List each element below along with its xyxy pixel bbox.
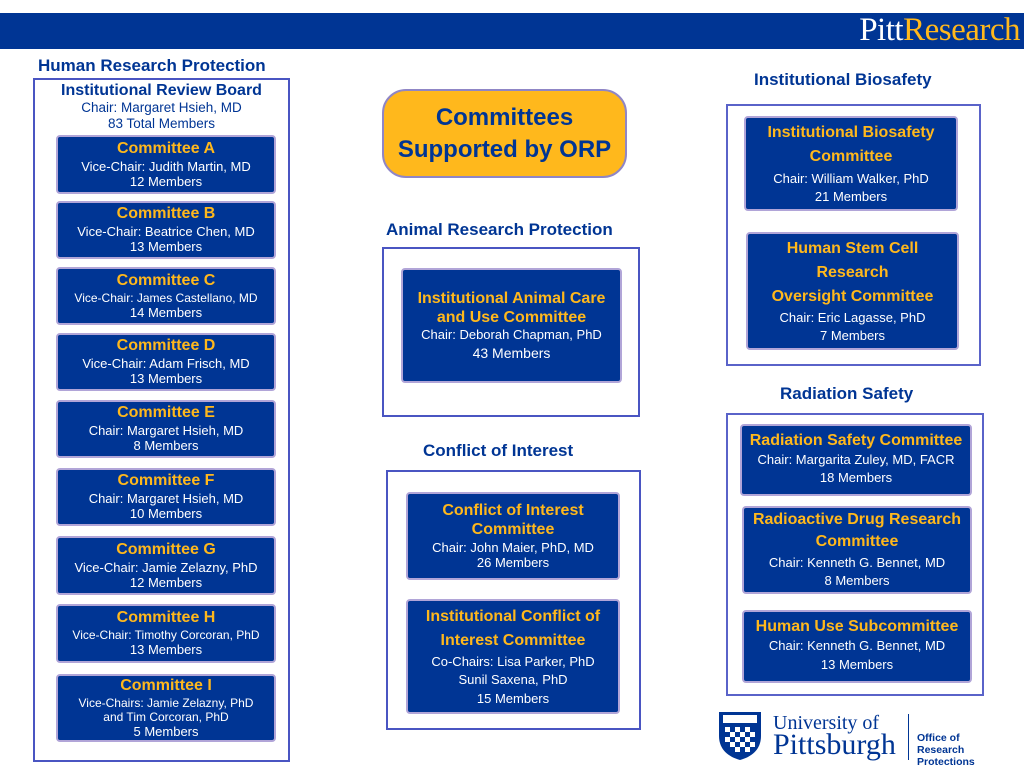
committee-members: 13 Members <box>129 239 203 255</box>
logo-divider <box>908 714 909 760</box>
committee-name: Committee G <box>116 540 216 558</box>
hus-card <box>742 610 972 683</box>
pitt-orp-logo <box>717 710 1022 768</box>
committee-name-3: Oversight Committee <box>771 287 934 305</box>
committee-members: 14 Members <box>129 304 203 320</box>
committee-chair: Vice-Chair: James Castellano, MD <box>74 290 258 305</box>
committee-name-2: and Use Committee <box>436 308 587 326</box>
committee-chair: Vice-Chair: Jamie Zelazny, PhD <box>74 559 258 575</box>
committee-members: 10 Members <box>129 506 203 522</box>
committee-name-2: Research <box>816 263 889 281</box>
committee-chair-2: and Tim Corcoran, PhD <box>103 709 229 724</box>
committee-members: 26 Members <box>476 554 550 570</box>
committee-c-card <box>56 267 276 325</box>
iacuc-card <box>401 268 622 383</box>
committee-name: Committee A <box>116 139 216 157</box>
section-title-animal: Animal Research Protection <box>386 220 613 239</box>
irb-chair: Chair: Margaret Hsieh, MD <box>81 100 242 116</box>
section-title-biosafety: Institutional Biosafety <box>754 70 932 89</box>
coi-committee-card <box>406 492 620 580</box>
icoi-committee-card <box>406 599 620 714</box>
committee-members: 21 Members <box>814 189 888 205</box>
committee-chair-2: Sunil Saxena, PhD <box>458 672 568 688</box>
committee-g-card <box>56 536 276 595</box>
page-title <box>382 89 627 178</box>
committee-chair: Chair: Margarita Zuley, MD, FACR <box>757 451 955 467</box>
section-title-radiation: Radiation Safety <box>780 384 914 403</box>
committee-chair: Vice-Chairs: Jamie Zelazny, PhD <box>78 695 254 710</box>
committee-name: Committee C <box>116 271 216 289</box>
committee-members: 7 Members <box>819 328 886 343</box>
committee-members: 18 Members <box>819 470 893 486</box>
pittsburgh-text: Pittsburgh <box>773 728 896 761</box>
committee-chair: Chair: John Maier, PhD, MD <box>432 539 594 555</box>
committee-name-2: Committee <box>471 520 555 538</box>
committee-h-card <box>56 604 276 663</box>
committee-a-card <box>56 135 276 194</box>
rsc-card <box>740 424 972 496</box>
committee-name-2: Committee <box>809 147 893 165</box>
irb-total: 83 Total Members <box>107 116 216 132</box>
hscro-card <box>746 232 959 350</box>
university-of-text: University of <box>773 712 880 734</box>
irb-title: Institutional Review Board <box>61 82 262 99</box>
committee-name-2: Interest Committee <box>440 632 586 650</box>
committee-members: 12 Members <box>129 574 203 590</box>
committee-d-card <box>56 333 276 391</box>
committee-chair: Chair: Eric Lagasse, PhD <box>779 309 926 325</box>
committee-chair: Chair: William Walker, PhD <box>773 170 929 186</box>
irb-header <box>35 81 288 133</box>
committee-name: Committee F <box>117 472 215 490</box>
pitt-shield-icon <box>717 710 763 760</box>
committee-i-card <box>56 674 276 742</box>
committee-members: 15 Members <box>476 690 550 706</box>
committee-name: Human Stem Cell <box>786 239 919 257</box>
committee-name: Institutional Animal Care <box>417 289 606 307</box>
committee-members: 8 Members <box>133 438 199 454</box>
committee-members: 43 Members <box>472 344 551 361</box>
committee-name: Institutional Biosafety <box>767 123 935 141</box>
committee-chair: Vice-Chair: Adam Frisch, MD <box>82 356 250 372</box>
committee-chair: Chair: Margaret Hsieh, MD <box>88 491 244 507</box>
section-title-coi: Conflict of Interest <box>423 441 574 460</box>
committee-name: Conflict of Interest <box>442 501 584 519</box>
committee-name: Committee H <box>116 609 216 627</box>
page-title-line2: Supported by ORP <box>397 135 612 163</box>
committee-members: 13 Members <box>129 642 203 658</box>
rdrc-card <box>742 506 972 594</box>
committee-chair: Chair: Margaret Hsieh, MD <box>88 423 244 439</box>
committee-chair: Co-Chairs: Lisa Parker, PhD <box>431 654 595 670</box>
office-line1: Office of <box>917 732 960 744</box>
committee-name-2: Committee <box>815 533 899 551</box>
page-title-line1: Committees <box>435 104 574 132</box>
ibc-card <box>744 116 958 211</box>
pitt-research-logo: PittResearch <box>859 12 1020 48</box>
committee-e-card <box>56 400 276 458</box>
committee-name: Committee E <box>117 404 215 422</box>
section-title-hrp: Human Research Protection <box>38 56 266 75</box>
committee-name: Committee I <box>120 676 212 694</box>
committee-f-card <box>56 468 276 526</box>
committee-chair: Chair: Kenneth G. Bennet, MD <box>768 554 946 570</box>
committee-chair: Chair: Deborah Chapman, PhD <box>421 327 602 343</box>
committee-name: Radioactive Drug Research <box>752 510 962 528</box>
committee-chair: Vice-Chair: Timothy Corcoran, PhD <box>72 628 260 643</box>
committee-name: Committee D <box>116 337 216 355</box>
office-line2: Research Protections <box>917 744 975 768</box>
office-text <box>917 732 1022 768</box>
committee-name: Human Use Subcommittee <box>755 618 959 636</box>
committee-chair: Chair: Kenneth G. Bennet, MD <box>768 638 946 654</box>
committee-members: 13 Members <box>820 656 894 672</box>
committee-members: 5 Members <box>133 723 199 739</box>
committee-members: 13 Members <box>129 371 203 387</box>
committee-name: Institutional Conflict of <box>425 608 601 626</box>
committee-members: 12 Members <box>129 173 203 189</box>
committee-chair: Vice-Chair: Beatrice Chen, MD <box>77 224 255 240</box>
committee-b-card <box>56 201 276 259</box>
committee-members: 8 Members <box>824 573 890 589</box>
committee-chair: Vice-Chair: Judith Martin, MD <box>81 158 251 174</box>
committee-name: Committee B <box>116 205 216 223</box>
committee-name: Radiation Safety Committee <box>749 431 963 449</box>
